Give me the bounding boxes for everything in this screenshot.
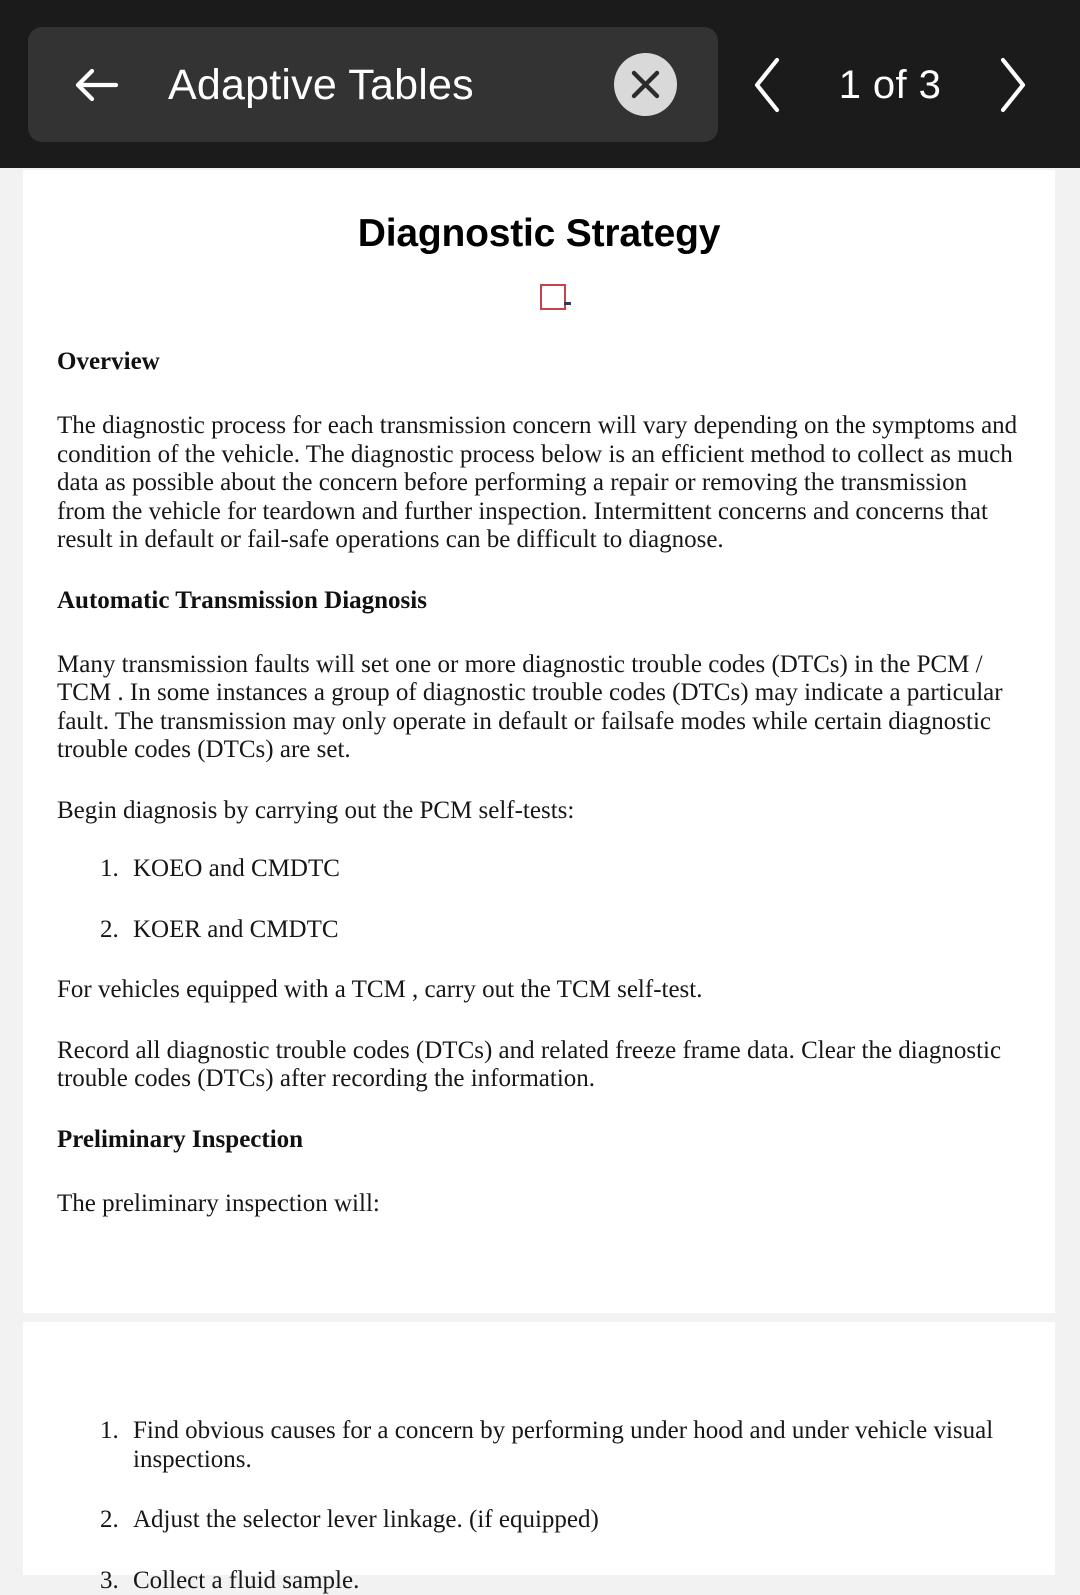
section-heading-preliminary-inspection: Preliminary Inspection: [57, 1124, 1020, 1156]
broken-image-icon: [540, 284, 566, 310]
list-preliminary-inspection-steps: [57, 1417, 1020, 1595]
chevron-left-icon: [745, 52, 791, 118]
list-item: 1. Find obvious causes for a concern by performing under hood and under vehicle visual inspections.: [125, 1417, 1020, 1474]
next-page-button[interactable]: [989, 52, 1035, 118]
paragraph-tcm-self-test: For vehicles equipped with a TCM , carry out the TCM self-test.: [57, 976, 1020, 1005]
close-icon: [630, 69, 661, 100]
list-item: 2. KOER and CMDTC: [125, 916, 1020, 945]
previous-page-button[interactable]: [745, 52, 791, 118]
list-pcm-self-tests: [57, 855, 1020, 944]
paragraph-automatic-transmission-diagnosis: Many transmission faults will set one or more diagnostic trouble codes (DTCs) in the PCM / TCM . In some instances a group of diagnostic trouble codes (DTCs) may indicate a particular fault. The transmission may only operate in default or failsafe modes while certain diagnostic trouble codes (DTCs) are set.: [57, 651, 1020, 765]
section-heading-automatic-transmission-diagnosis: Automatic Transmission Diagnosis: [57, 585, 1020, 617]
page-title: Diagnostic Strategy: [40, 170, 1038, 256]
list-item: 1. KOEO and CMDTC: [125, 855, 1020, 884]
page-indicator: 1 of 3: [839, 63, 941, 108]
paragraph-overview: The diagnostic process for each transmission concern will vary depending on the symptoms and condition of the vehicle. The diagnostic process below is an efficient method to collect as much data as possible about the concern before performing a repair or removing the transmission from the vehicle for teardown and further inspection. Intermittent concerns and concerns that result in default or fail-safe operations can be difficult to diagnose.: [57, 412, 1020, 555]
close-button[interactable]: [614, 53, 677, 116]
document-page-card-2: [23, 1322, 1055, 1575]
document-scroll-area[interactable]: [0, 168, 1080, 1575]
paragraph-preliminary-intro: The preliminary inspection will:: [57, 1190, 1020, 1219]
page-navigation: [745, 48, 1035, 122]
chevron-right-icon: [989, 52, 1035, 118]
document-page-card-1: [23, 170, 1055, 1313]
top-toolbar: [0, 0, 1080, 168]
section-heading-overview: Overview: [57, 346, 1020, 378]
document-title: Adaptive Tables: [168, 56, 474, 114]
paragraph-record-dtcs: Record all diagnostic trouble codes (DTCs) and related freeze frame data. Clear the diagnostic trouble codes (DTCs) after recording the information.: [57, 1037, 1020, 1094]
list-item: 3. Collect a fluid sample.: [125, 1567, 1020, 1595]
paragraph-begin-diagnosis: Begin diagnosis by carrying out the PCM self-tests:: [57, 797, 1020, 826]
broken-image-container: [40, 256, 1038, 346]
back-arrow-icon[interactable]: [70, 57, 126, 113]
list-item: 2. Adjust the selector lever linkage. (if equipped): [125, 1506, 1020, 1535]
